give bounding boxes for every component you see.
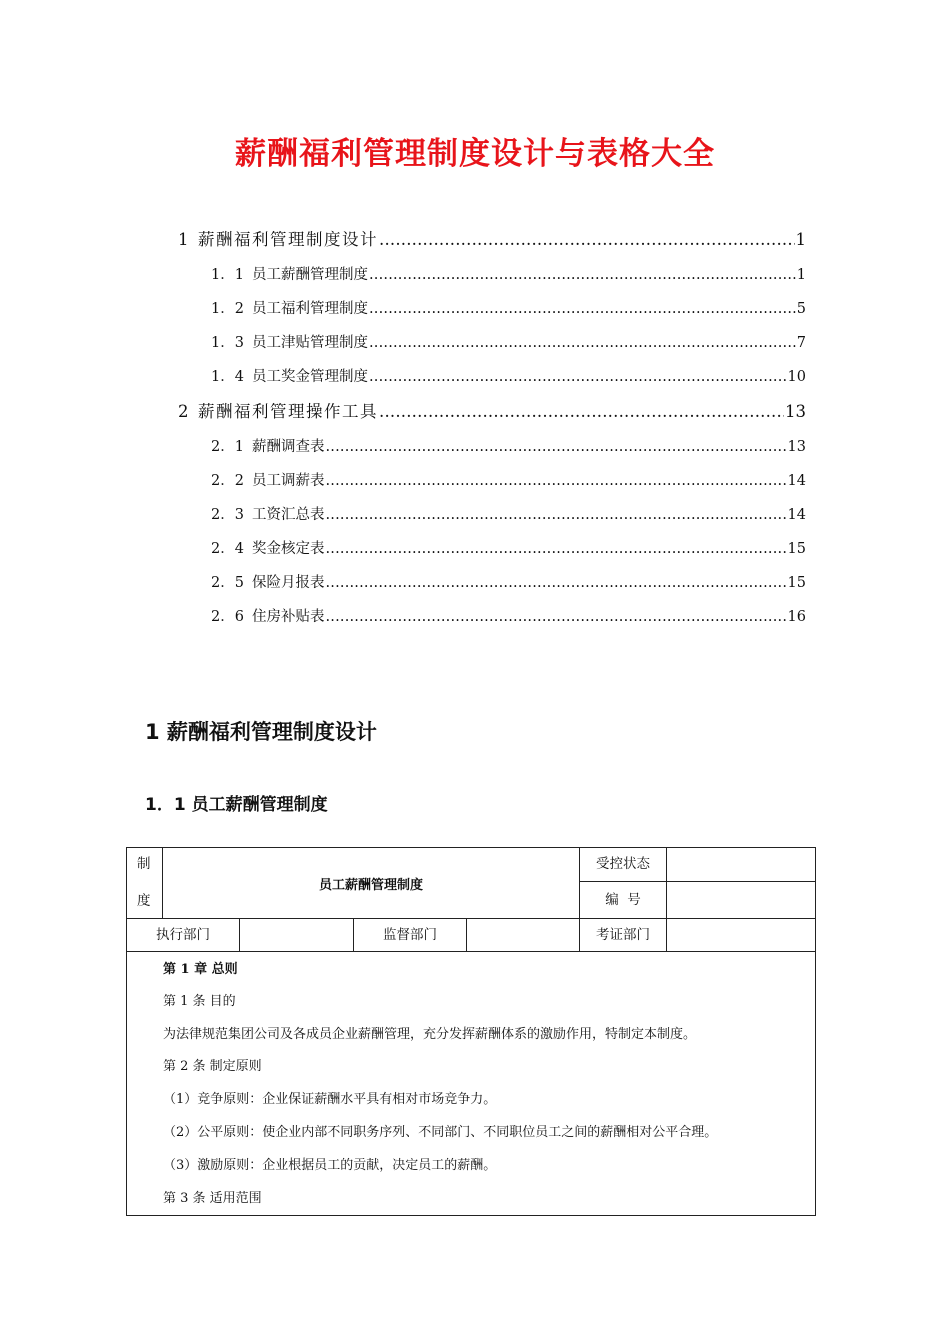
- body-paragraph: 第 3 条 适用范围: [163, 1191, 262, 1206]
- toc-leader-dots: [369, 267, 796, 283]
- toc-entry-number: 2．3: [211, 507, 244, 523]
- toc-entry-label: 员工奖金管理制度: [251, 369, 368, 385]
- toc-leader-dots: [325, 541, 786, 557]
- toc-entry-label: 员工调薪表: [251, 473, 325, 489]
- toc-entry[interactable]: [211, 263, 806, 284]
- form-exec-dept-value-cell: [239, 918, 354, 952]
- form-controlled-status: 受控状态: [596, 856, 650, 872]
- toc-entry-number: 1．4: [211, 369, 244, 385]
- toc-entry-number: 1．2: [211, 301, 244, 317]
- body-paragraph: 第 1 条 目的: [163, 994, 236, 1009]
- form-label-zhi: 制: [137, 856, 151, 872]
- toc-entry-page: 14: [787, 507, 806, 523]
- form-label-cell: [126, 847, 163, 919]
- toc-entry[interactable]: [178, 398, 806, 422]
- body-paragraph: （2）公平原则：使企业内部不同职务序列、不同部门、不同职位员工之间的薪酬相对公平合理。: [163, 1125, 718, 1140]
- toc-leader-dots: [325, 507, 786, 523]
- toc-leader-dots: [325, 473, 786, 489]
- toc-entry-label: 奖金核定表: [251, 541, 325, 557]
- toc-leader-dots: [325, 439, 786, 455]
- toc-entry-number: 2．4: [211, 541, 244, 557]
- body-paragraph: （1）竞争原则：企业保证薪酬水平具有相对市场竞争力。: [163, 1092, 497, 1107]
- document-title: 薪酬福利管理制度设计与表格大全: [235, 136, 715, 172]
- toc-entry[interactable]: [211, 503, 806, 524]
- form-supervise-dept-value-cell: [466, 918, 580, 952]
- toc-leader-dots: [379, 402, 784, 421]
- body-paragraph: 为法律规范集团公司及各成员企业薪酬管理，充分发挥薪酬体系的激励作用，特制定本制度。: [163, 1027, 697, 1042]
- form-number-label: 编 号: [605, 892, 641, 908]
- form-doc-name-cell: [162, 847, 580, 919]
- toc-entry-number: 1: [178, 230, 190, 249]
- toc-entry-label: 住房补贴表: [251, 609, 325, 625]
- form-number-label-cell: [579, 881, 667, 919]
- toc-entry-label: 薪酬调查表: [251, 439, 325, 455]
- toc-entry-number: 2．6: [211, 609, 244, 625]
- form-status-label-cell: [579, 847, 667, 882]
- toc-entry[interactable]: [211, 331, 806, 352]
- body-paragraph: 第 2 条 制定原则: [163, 1059, 262, 1074]
- toc-leader-dots: [369, 369, 787, 385]
- toc-leader-dots: [379, 230, 795, 249]
- toc-leader-dots: [369, 335, 796, 351]
- form-status-value-cell: [666, 847, 816, 882]
- toc-entry-page: 1: [795, 230, 806, 249]
- toc-entry[interactable]: [211, 537, 806, 558]
- toc-entry-label: 员工津贴管理制度: [251, 335, 368, 351]
- toc-entry[interactable]: [211, 571, 806, 592]
- form-doc-name: 员工薪酬管理制度: [318, 877, 423, 893]
- toc-entry-page: 13: [785, 402, 806, 421]
- toc-entry-label: 员工福利管理制度: [251, 301, 368, 317]
- toc-entry-page: 15: [787, 575, 806, 591]
- body-paragraph: （3）激励原则：企业根据员工的贡献，决定员工的薪酬。: [163, 1158, 497, 1173]
- toc-entry-page: 10: [787, 369, 806, 385]
- toc-leader-dots: [325, 575, 786, 591]
- chapter-heading: 第 1 章 总则: [163, 962, 238, 977]
- toc-entry-number: 2．1: [211, 439, 244, 455]
- form-verify-dept: 考证部门: [596, 927, 650, 943]
- toc-entry[interactable]: [211, 605, 806, 626]
- toc-entry-page: 13: [787, 439, 806, 455]
- toc-entry-number: 2．2: [211, 473, 244, 489]
- form-exec-dept-label-cell: [126, 918, 240, 952]
- subsection-heading: 1．1 员工薪酬管理制度: [145, 795, 328, 815]
- toc-entry-page: 14: [787, 473, 806, 489]
- toc-entry-page: 16: [787, 609, 806, 625]
- form-supervise-dept: 监督部门: [383, 927, 437, 943]
- toc-entry-page: 1: [796, 267, 806, 283]
- toc-entry[interactable]: [178, 226, 806, 250]
- toc-entry[interactable]: [211, 469, 806, 490]
- toc-entry-number: 2．5: [211, 575, 244, 591]
- form-exec-dept: 执行部门: [156, 927, 210, 943]
- toc-entry-number: 1．3: [211, 335, 244, 351]
- toc-entry-label: 工资汇总表: [251, 507, 325, 523]
- form-verify-dept-value-cell: [666, 918, 816, 952]
- toc-entry[interactable]: [211, 365, 806, 386]
- toc-entry-label: 员工薪酬管理制度: [251, 267, 368, 283]
- toc-entry[interactable]: [211, 435, 806, 456]
- toc-leader-dots: [325, 609, 786, 625]
- form-verify-dept-label-cell: [579, 918, 667, 952]
- toc-entry[interactable]: [211, 297, 806, 318]
- toc-entry-page: 15: [787, 541, 806, 557]
- form-number-value-cell: [666, 881, 816, 919]
- toc-entry-number: 1．1: [211, 267, 244, 283]
- toc-entry-page: 5: [796, 301, 806, 317]
- toc-entry-label: 保险月报表: [251, 575, 325, 591]
- form-label-du: 度: [137, 893, 151, 909]
- toc-entry-page: 7: [796, 335, 806, 351]
- form-supervise-dept-label-cell: [353, 918, 467, 952]
- toc-entry-label: 薪酬福利管理制度设计: [198, 230, 378, 249]
- toc-entry-number: 2: [178, 402, 190, 421]
- section-heading: 1 薪酬福利管理制度设计: [145, 720, 377, 744]
- toc-entry-label: 薪酬福利管理操作工具: [198, 402, 378, 421]
- toc-leader-dots: [369, 301, 796, 317]
